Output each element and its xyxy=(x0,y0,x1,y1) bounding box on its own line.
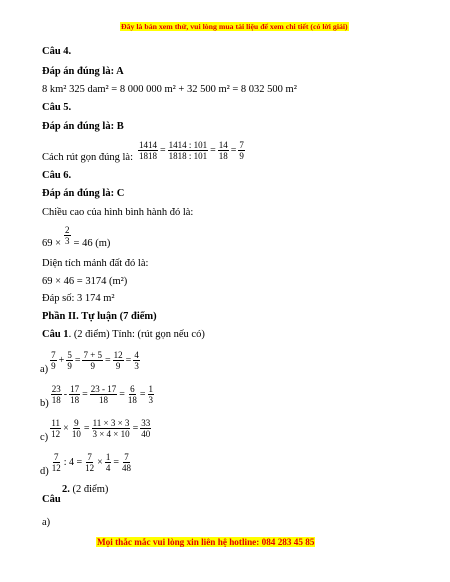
c1-heading: Câu 1. (2 điểm) Tính: (rút gọn nếu có) xyxy=(42,329,205,340)
q5-lead: Cách rút gọn đúng là: xyxy=(42,152,133,163)
preview-banner: Đây là bản xem thử, vui lòng mua tài liệu để xem chi tiết (có lời giải) xyxy=(121,22,348,31)
c1-part-a: a) $\frac{7}{9}$ + $\frac{5}{9}$ = $\frac{7 + 5}{9}$ = $\frac{12}{9}$ = $\frac{4}{3}$ xyxy=(40,349,139,375)
c2-label: Câu xyxy=(42,494,61,505)
fraction: $\frac{2}{3}$ xyxy=(65,224,70,246)
part2-title: Phần II. Tự luận (7 điểm) xyxy=(42,311,157,322)
fraction: $\frac{14}{18}$ xyxy=(218,139,228,161)
fraction: $\frac{1414 : 101}{1818 : 101}$ xyxy=(168,139,208,161)
c2-part-a: a) xyxy=(42,517,51,528)
c1-part-d: d) $\frac{7}{12}$ : 4 = $\frac{7}{12}$ × $\frac{1}{4}$ = $\frac{7}{48}$ xyxy=(40,451,131,477)
q4-title: Câu 4. xyxy=(42,46,72,57)
q6-line2: Diện tích mảnh đất đó là: xyxy=(42,258,149,269)
q5-answer: Đáp án đúng là: B xyxy=(42,121,124,132)
hotline-banner: Mọi thắc mắc vui lòng xin liên hệ hotline: 084 283 45 85 xyxy=(97,537,315,547)
q5-reduction: Cách rút gọn đúng là: $\frac{1414}{1818}$ = $\frac{1414 : 101}{1818 : 101}$ = $\frac{14}{18}$ = $\frac{7}{9}$ xyxy=(42,139,244,163)
q4-answer: Đáp án đúng là: A xyxy=(42,66,124,77)
q6-line3: 69 × 46 = 3174 (m²) xyxy=(42,276,128,287)
c1-part-c: c) $\frac{11}{12}$ × $\frac{9}{10}$ = $\frac{11 \times 3 \times 3}{3 \times 4 \times 10}$ = $\frac{33}{40}$ xyxy=(40,417,151,443)
q6-line1: Chiều cao của hình bình hành đó là: xyxy=(42,207,194,218)
fraction: $\frac{7}{9}$ xyxy=(239,139,244,161)
c2-heading: 2. (2 điểm) xyxy=(62,484,109,495)
q6-line4: Đáp số: 3 174 m² xyxy=(42,293,115,304)
fraction: $\frac{1414}{1818}$ xyxy=(138,139,157,161)
q5-title: Câu 5. xyxy=(42,102,72,113)
q4-calculation: 8 km² 325 dam² = 8 000 000 m² + 32 500 m² = 8 032 500 m² xyxy=(42,84,297,95)
q6-answer: Đáp án đúng là: C xyxy=(42,188,125,199)
q6-title: Câu 6. xyxy=(42,170,72,181)
c1-part-b: b) $\frac{23}{18}$ - $\frac{17}{18}$ = $\frac{23 - 17}{18}$ = $\frac{6}{18}$ = $\frac{1}{3}$ xyxy=(40,383,154,409)
q6-height-calc: 69 × $\frac{2}{3}$ = 46 (m) xyxy=(42,224,111,249)
